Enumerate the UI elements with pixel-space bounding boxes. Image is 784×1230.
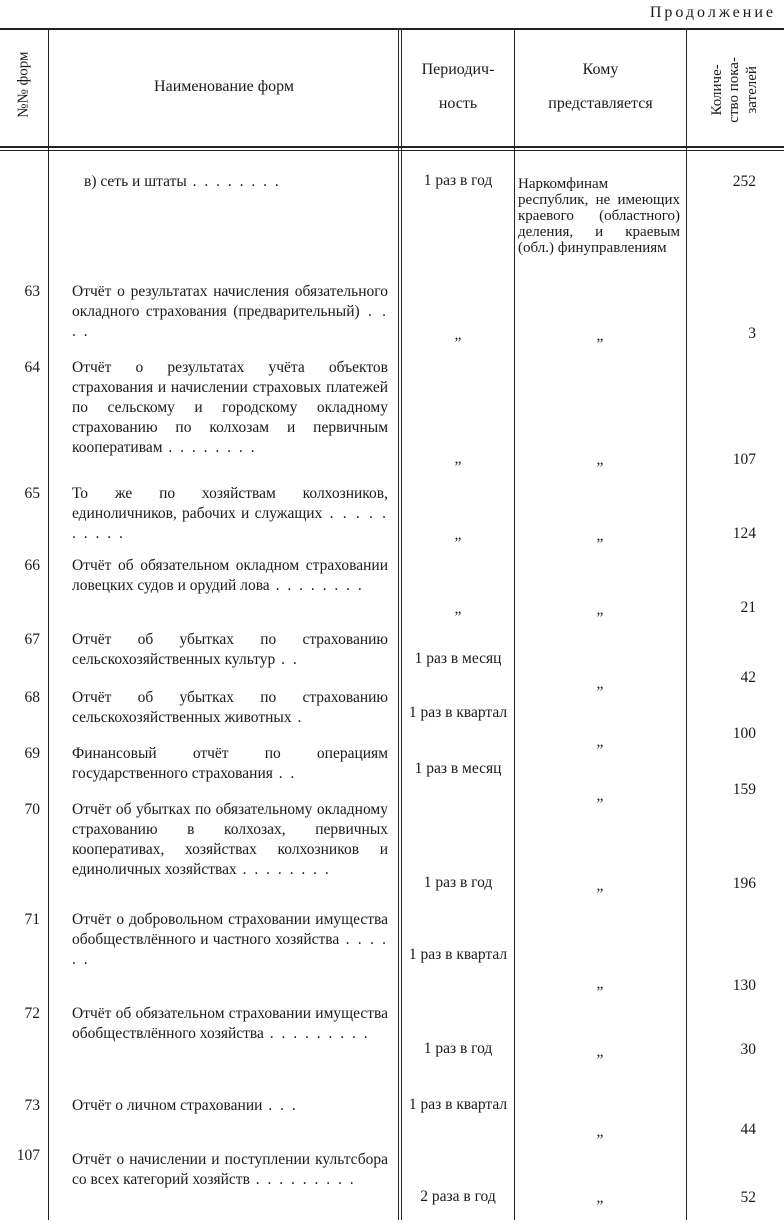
header-recipient [515,28,686,146]
indicator-count: 130 [732,977,756,994]
form-name [72,744,388,784]
leader-dots: . . . . . . . . [236,861,331,878]
col-divider-1 [48,30,49,1220]
indicator-count: 52 [740,1189,756,1206]
indicator-count: 3 [748,325,756,342]
form-name [72,1004,388,1044]
periodicity: 1 раз в квартал [408,946,508,963]
header-rule-2 [0,150,784,151]
periodicity: 1 раз в квартал [408,704,508,721]
leader-dots: . . . . [72,303,389,340]
header-periodicity [402,28,514,146]
col-divider-2a [398,30,399,1220]
form-name-text: То же по хозяйствам колхозников, единоличников, рабочих и служащих [72,485,388,522]
indicator-count: 21 [740,599,756,616]
leader-dots: . . . . . . [72,931,388,968]
col-divider-2b [401,30,402,1220]
form-name-text: Отчёт об убытках по страхованию сельскохозяйственных культур [72,631,388,668]
leader-dots: . . [272,765,297,782]
form-name [72,556,388,596]
recipient: „ [596,1043,604,1060]
header-periodicity-line1: Периодич- [421,61,495,79]
col-divider-3 [514,30,515,1220]
leader-dots: . . . [262,1097,298,1114]
form-name-text: Отчёт о начислении и поступлении культсбора со всех категорий хозяйств [72,1151,388,1188]
leader-dots: . . [275,651,299,668]
periodicity: „ [454,600,462,617]
periodicity: 1 раз в месяц [414,650,502,667]
form-name [72,1096,388,1116]
leader-dots: . . . . . . . . . . [72,505,389,542]
form-number: 73 [24,1097,40,1114]
form-name-text: Отчёт об обязательном окладном страховании ловецких судов и орудий лова [72,557,388,594]
header-count-line2: ство пока- [726,57,743,123]
form-name-text: Отчёт об убытках по обязательному окладному страхованию в колхозах, первичных кооперативах, хозяйствах колхозников и единоличных хозяйствах [72,801,388,878]
form-name [72,630,388,670]
leader-dots: . . . . . . . . [269,577,364,594]
indicator-count: 196 [732,875,756,892]
header-recipient-line2: представляется [548,95,653,112]
form-name-text: Отчёт об убытках по страхованию сельскохозяйственных животных [72,689,388,726]
form-number: 70 [24,801,40,818]
indicator-count: 107 [732,451,756,468]
recipient: „ [596,675,604,692]
header-count-line1: Количе- [709,64,726,116]
periodicity: 1 раз в месяц [414,760,502,777]
periodicity: 2 раза в год [420,1188,496,1205]
recipient: „ [596,1189,604,1206]
indicator-count: 42 [740,669,756,686]
form-number: 63 [24,283,40,300]
recipient: „ [596,451,604,468]
recipient: „ [596,975,604,992]
header-num-cell [0,28,48,146]
indicator-count: 44 [740,1121,756,1138]
table-header [0,28,784,150]
header-recipient-line1: Кому [582,61,619,79]
col-divider-4 [686,30,687,1220]
form-name-text: Отчёт об обязательном страховании имущества обобществлённого хозяйства [72,1005,388,1042]
form-name [72,484,388,544]
indicator-count: 124 [732,525,756,542]
leader-dots: . . . . . . . . [186,173,281,190]
form-number: 65 [24,485,40,502]
form-number: 72 [24,1005,40,1022]
recipient-note: Наркомфинам республик, не имеющих краевого (областного) деления, и краевым (обл.) финуправлениям [518,176,680,256]
form-name-text: Отчёт о личном страховании [72,1097,263,1114]
form-number: 64 [24,359,40,376]
header-count-cell [687,28,784,146]
periodicity: 1 раз в год [423,1040,493,1057]
form-name [72,800,388,880]
recipient: „ [596,877,604,894]
form-name [72,1150,388,1190]
periodicity: 1 раз в год [423,874,493,891]
header-count [709,35,761,145]
recipient: „ [596,527,604,544]
periodicity: „ [454,526,462,543]
indicator-count: 252 [732,173,756,190]
header-num: №№ форм [15,51,32,118]
leader-dots: . [291,709,304,726]
leader-dots: . . . . . . . . [162,439,257,456]
form-number: 68 [24,689,40,706]
leader-dots: . . . . . . . . . [263,1025,370,1042]
recipient: „ [596,733,604,750]
form-name [72,282,388,342]
recipient: „ [596,787,604,804]
form-name-text: Отчёт о результатах учёта объектов страхования и начислении страховых платежей по сельскому и городскому окладному страхованию по колхозам и первичным кооперативам [72,359,388,456]
indicator-count: 159 [732,781,756,798]
continuation-label: Продолжение [649,4,776,21]
form-name-text: Финансовый отчёт по операциям государственного страхования [72,745,388,782]
header-periodicity-line2: ность [438,95,478,112]
form-name-text: Отчёт о результатах начисления обязательного окладного страхования (предварительный) [72,283,388,320]
form-number: 69 [24,745,40,762]
recipient: „ [596,601,604,618]
form-number: 67 [24,631,40,648]
form-name [72,910,388,970]
form-name-text: Отчёт о добровольном страховании имущества обобществлённого и частного хозяйства [72,911,388,948]
periodicity: „ [454,450,462,467]
form-name-text: в) сеть и штаты [84,173,187,190]
form-number: 71 [24,911,40,928]
indicator-count: 100 [732,725,756,742]
periodicity: 1 раз в год [423,172,493,189]
periodicity: „ [454,326,462,343]
form-number: 66 [24,557,40,574]
header-count-line3: зателей [743,66,760,114]
recipient: „ [596,327,604,344]
form-name [72,358,388,458]
header-name: Наименование форм [154,78,294,96]
indicator-count: 30 [740,1041,756,1058]
form-name [72,172,390,192]
form-number: 107 [16,1147,40,1164]
form-name [72,688,388,728]
periodicity: 1 раз в квартал [408,1096,508,1113]
leader-dots: . . . . . . . . . [249,1171,356,1188]
recipient: „ [596,1123,604,1140]
